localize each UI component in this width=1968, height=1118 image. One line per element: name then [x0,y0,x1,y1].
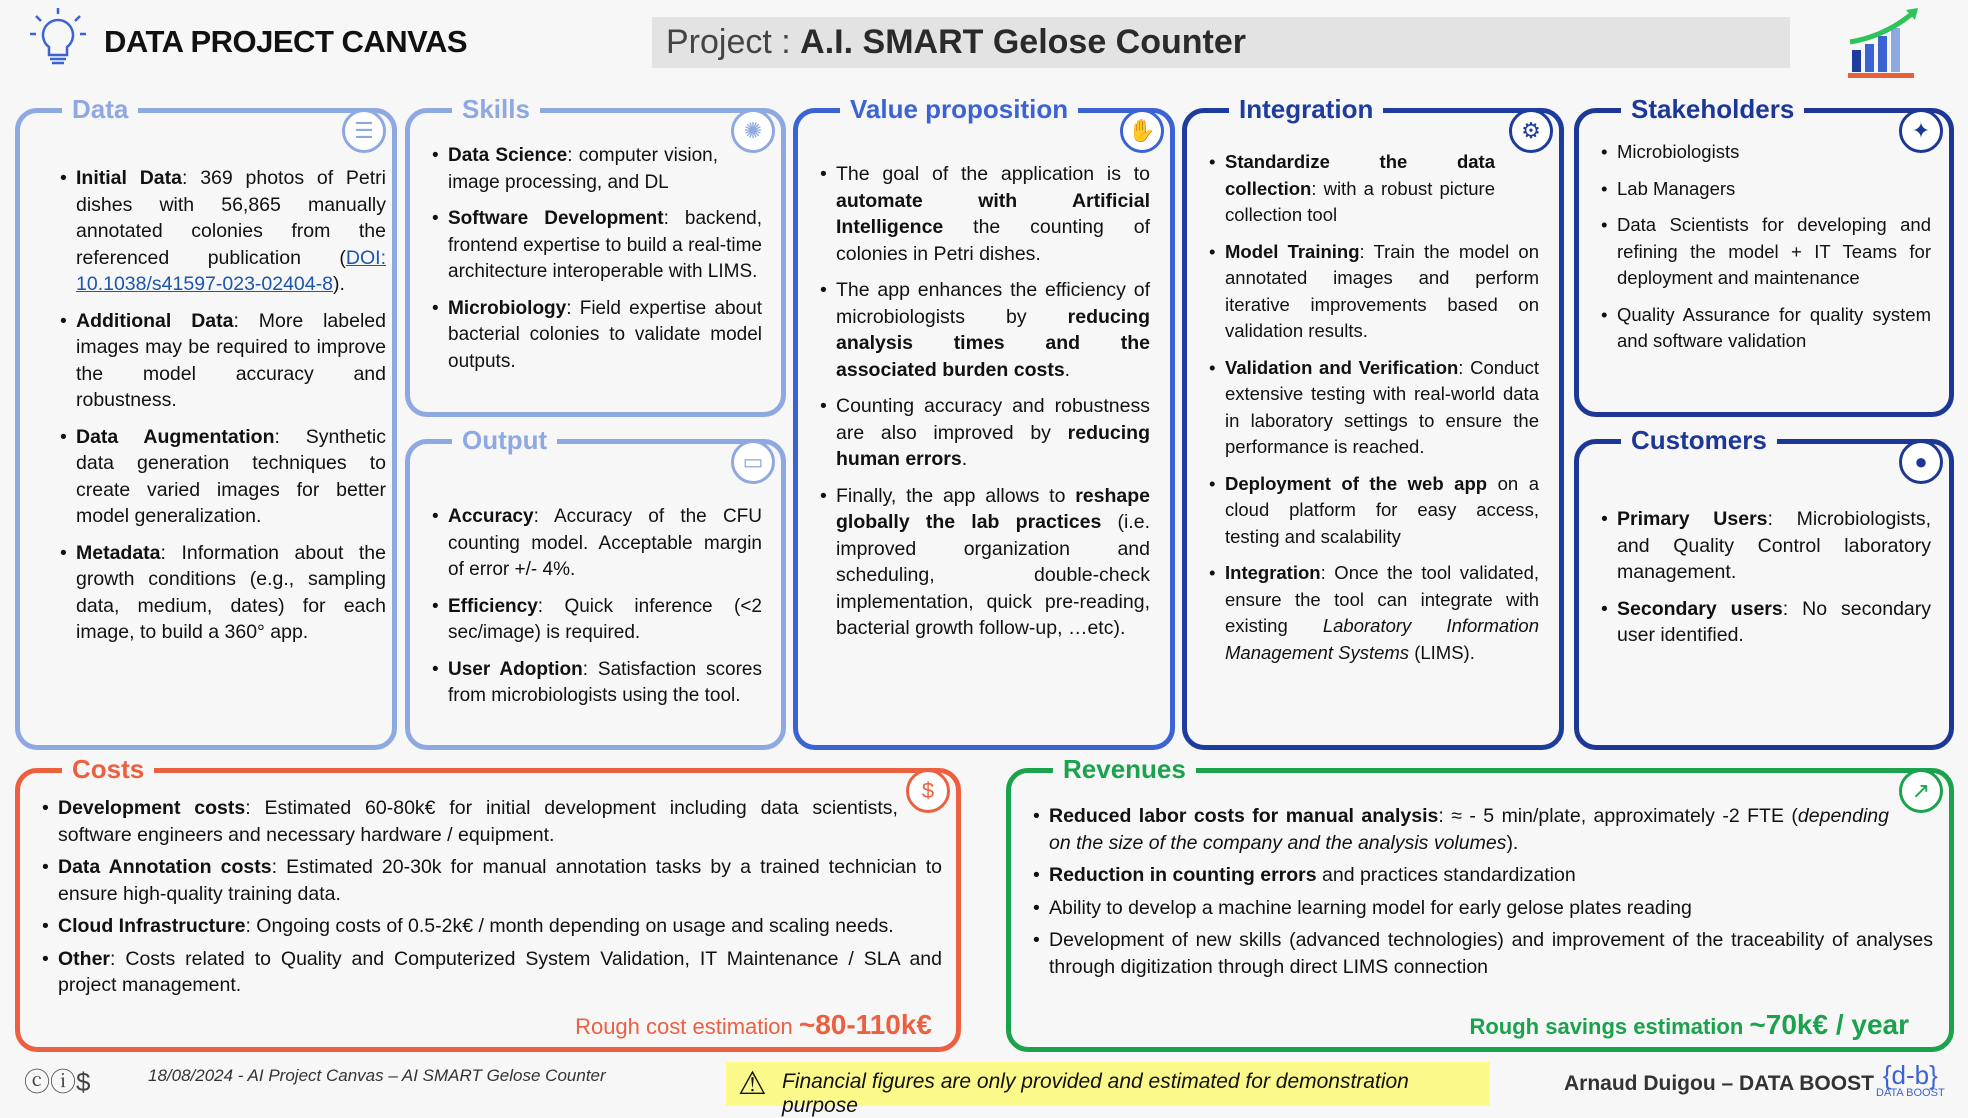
data-title: Data [62,91,138,127]
skills-title: Skills [452,91,540,127]
item-text: Laboratory Information Management Systems [1225,615,1539,663]
customers-list [1601,506,1931,659]
integration-item [1209,471,1539,551]
stakeholders-item [1601,212,1931,292]
customers-item [1601,506,1931,586]
item-text: : Estimated 20-30k for manual annotation tasks by a trained technician to ensure high-quality training data. [58,856,942,905]
item-text: Metadata [76,541,161,564]
item-text: Reduced labor costs for manual analysis [1049,805,1439,827]
revenues-item [1033,803,1933,856]
project-name: A.I. SMART Gelose Counter [800,23,1246,61]
customers-title: Customers [1621,422,1777,458]
item-text: Additional Data [76,309,234,332]
item-text: Integration [1225,562,1321,583]
skills-item [432,143,762,196]
data-list [60,165,386,656]
item-text: : Microbiologists, and Quality Control laboratory management. [1617,508,1931,583]
item-text: Cloud Infrastructure [58,915,246,937]
item-text: : Satisfaction scores from microbiologists using the tool. [448,658,762,706]
customers-item [1601,596,1931,649]
item-text: Reduction in counting errors [1049,864,1317,886]
output-item [432,657,762,710]
revenues-item [1033,927,1933,980]
item-text: : Conduct extensive testing with real-world data in laboratory settings to ensure the performance is reached. [1225,356,1539,457]
creative-commons-icons: ⓒⓘ$ [24,1067,91,1097]
item-text: : with a robust picture collection tool [1225,177,1495,225]
item-text: Accuracy [448,506,534,527]
item-text: : Information about the growth conditions (e.g., sampling data, medium, dates) for each image, to build a 360° app. [76,541,386,643]
warning-icon: ⚠ [738,1065,767,1101]
database-icon: ☰ [342,109,386,153]
item-text: User Adoption [448,658,583,680]
data-item [60,540,386,646]
item-text: : Ongoing costs of 0.5-2k€ / month depending on usage and scaling needs. [245,915,894,937]
item-text: : Quick inference (<2 sec/image) is required. [448,595,762,643]
users-group-icon: ● [1899,440,1943,484]
item-text: ). [1506,831,1519,854]
warning-text: Financial figures are only provided and estimated for demonstration purpose [782,1070,1409,1117]
item-text: . [1064,358,1071,381]
stakeholders-title: Stakeholders [1621,91,1804,127]
item-text: : Synthetic data generation techniques to create varied images for better model generalization. [76,425,386,527]
item-text: (LIMS). [1409,641,1475,663]
item-text: reducing analysis times and the associated burden costs [836,305,1150,381]
doi-link[interactable]: DOI: 10.1038/s41597-023-02404-8 [76,246,386,295]
item-text: The app enhances the efficiency of microbiologists by [836,279,1150,328]
costs-title: Costs [62,751,154,787]
revenues-item [1033,862,1933,889]
value-item [820,277,1150,383]
item-text: Model Training [1225,240,1360,262]
estimate-label: Rough savings estimation [1469,1014,1750,1039]
item-text: : backend, frontend expertise to build a real-time architecture interoperable with LIMS. [448,208,762,282]
costs-item [42,854,942,907]
revenues-list [1033,803,1933,986]
item-text: Data Annotation costs [58,856,272,878]
item-text: (i.e. improved organization and scheduling, double-check implementation, quick pre-reading, bacterial growth follow-up, …etc). [836,511,1150,639]
data-item [60,165,386,298]
item-text: Data Augmentation [76,425,275,448]
item-text: . [961,448,968,470]
value-title: Value proposition [840,91,1078,127]
item-text: Microbiologists [1617,141,1740,162]
estimate-value: ~80-110k€ [798,1009,932,1040]
footer-author: Arnaud Duigou – DATA BOOST [1564,1072,1874,1095]
dollar-icon: $ [906,769,950,813]
stakeholders-item [1601,139,1931,166]
brain-icon: ✺ [731,109,775,153]
lightbulb-icon [26,6,90,70]
integration-title: Integration [1229,91,1383,127]
item-text: Development of new skills (advanced technologies) and improvement of the traceability of analyses through digitization through direct LIMS connection [1049,929,1933,978]
revenues-estimate [1469,1009,1909,1043]
item-text: on a cloud platform for easy access, testing and scalability [1225,472,1539,547]
item-text: Data Science [448,145,568,166]
costs-list [42,795,942,1005]
estimate-value: ~70k€ / year [1749,1009,1909,1040]
costs-item [42,795,942,848]
item-text: Initial Data [76,167,182,189]
item-text: Counting accuracy and robustness are also improved by [836,395,1150,444]
panel-costs [15,754,961,1052]
item-text: Secondary users [1617,597,1783,620]
costs-estimate [575,1009,932,1043]
skills-item [432,296,762,376]
integration-item [1209,239,1539,345]
item-text: Other [58,947,111,970]
item-text: Software Development [448,208,664,229]
costs-item [42,946,942,999]
item-text: : ≈ - 5 min/plate, approximately -2 FTE ( [1438,805,1798,827]
item-text: reducing human errors [836,421,1150,470]
value-item [820,483,1150,642]
item-text: Lab Managers [1617,177,1736,199]
skills-item [432,206,762,286]
item-text: : Accuracy of the CFU counting model. Acceptable margin of error +/- 4%. [448,506,762,580]
panel-integration [1182,94,1564,750]
output-item [432,594,762,647]
value-item [820,393,1150,473]
gift-hand-icon: ✋ [1120,109,1164,153]
item-text: : computer vision, image processing, and DL [448,145,718,193]
monitor-icon: ▭ [731,440,775,484]
panel-revenues [1006,754,1954,1052]
item-text: : No secondary user identified. [1617,597,1931,646]
financial-warning [726,1062,1490,1117]
network-people-icon: ✦ [1899,109,1943,153]
item-text: : Train the model on annotated images and perform iterative improvements based on validation results. [1225,240,1540,341]
item-text: : Costs related to Quality and Computerized System Validation, IT Maintenance / SLA and project management. [58,947,942,996]
revenues-item [1033,895,1933,922]
integration-item [1209,355,1539,461]
chart-up-icon: ↗ [1899,769,1943,813]
item-text: Microbiology [448,297,567,319]
item-text: and practices standardization [1316,864,1576,886]
panel-customers [1574,425,1954,750]
item-text: Quality Assurance for quality system and software validation [1617,303,1931,351]
item-text: : Once the tool validated, ensure the tool can integrate with existing [1225,562,1539,636]
logo-mark: {d-b} [1882,1060,1938,1090]
item-text: Deployment of the web app [1225,472,1488,494]
canvas-title: DATA PROJECT CANVAS [104,24,468,59]
skills-list [432,143,762,385]
revenues-title: Revenues [1053,751,1196,787]
item-text: depending on the size of the company and the analysis volumes [1049,805,1889,854]
integration-item [1209,149,1539,229]
item-text: Standardize the data collection [1225,151,1495,199]
project-title-bar [652,17,1790,68]
panel-data [15,94,397,750]
item-text: The goal of the application is to [836,163,1150,185]
gear-refresh-icon: ⚙ [1509,109,1553,153]
item-text: Efficiency [448,595,538,617]
stakeholders-list [1601,139,1931,365]
data-item [60,308,386,414]
stakeholders-item [1601,176,1931,203]
item-text: the counting of colonies in Petri dishes. [836,216,1150,265]
data-item [60,424,386,530]
value-item [820,161,1150,267]
panel-stakeholders [1574,94,1954,417]
output-item [432,504,762,584]
estimate-label: Rough cost estimation [575,1014,799,1039]
growth-chart-icon [1846,6,1926,80]
project-label: Project : [666,23,801,61]
stakeholders-item [1601,302,1931,355]
item-text: reshape globally the lab practices [836,484,1150,533]
logo-subtitle: DATA BOOST [1876,1087,1945,1099]
item-text: Validation and Verification [1225,356,1459,378]
data-boost-logo [1876,1060,1945,1099]
panel-value-proposition [793,94,1175,750]
item-text: automate with Artificial Intelligence [836,189,1150,238]
panel-skills [405,94,786,417]
item-text: ). [332,273,345,295]
integration-item [1209,560,1539,666]
item-text: : 369 photos of Petri dishes with 56,865 manually annotated colonies from the referenced publication ( [76,167,387,269]
output-title: Output [452,422,557,458]
footer-license-text: 18/08/2024 - AI Project Canvas – AI SMART Gelose Counter [148,1066,606,1085]
item-text: : More labeled images may be required to improve the model accuracy and robustness. [76,309,386,411]
panel-output [405,425,786,750]
item-text: Primary Users [1617,508,1768,530]
item-text: : Field expertise about bacterial colonies to validate model outputs. [448,297,762,372]
item-text: Finally, the app allows to [836,484,1076,507]
item-text: Ability to develop a machine learning model for early gelose plates reading [1049,896,1692,919]
item-text: Development costs [58,797,246,819]
output-list [432,504,762,720]
costs-item [42,913,942,940]
value-list [820,161,1150,652]
integration-list [1209,149,1539,676]
item-text: : Estimated 60-80k€ for initial development including data scientists, software engineers and necessary hardware / equipment. [58,797,898,846]
item-text: Data Scientists for developing and refining the model + IT Teams for deployment and maintenance [1617,214,1931,288]
